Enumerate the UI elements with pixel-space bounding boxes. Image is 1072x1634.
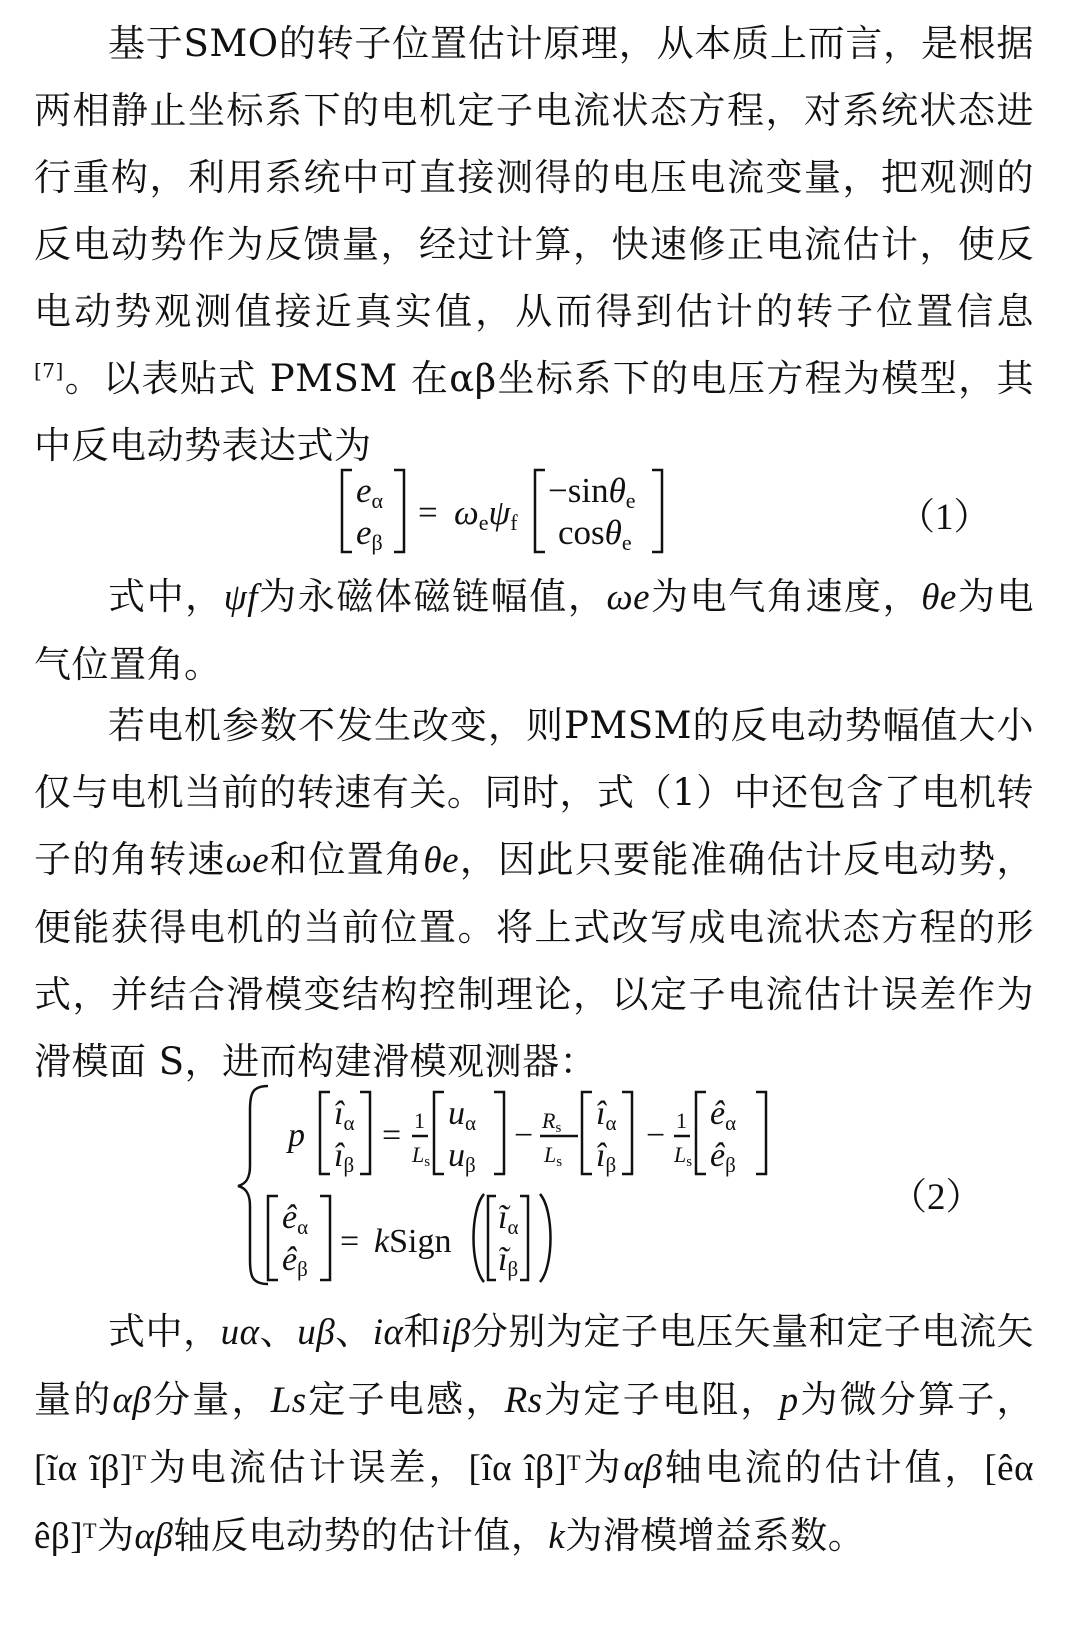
svg-text:−: − (514, 1117, 534, 1154)
equation-text-mirror (0, 1630, 1072, 1632)
svg-text:1: 1 (676, 1108, 687, 1133)
paragraph-3-text-c: ，因此只要能准确估计反电动势，便能获得电机的当前位置。将上式改写成电流状态方程的形式，并结合滑模变结构控制理论，以定子电流估计误差作为滑模面 S，进而构建滑模观测器： (34, 838, 1035, 1083)
paragraph-4 (34, 1298, 1034, 1570)
equation-1 (0, 462, 1072, 562)
svg-text:ĩβ: ĩβ (498, 1241, 519, 1281)
equation-2-line-1-text: p [îα; îβ] = 1/Ls [uα; uβ] − Rs/Ls [îα; îβ] − 1/Ls [êα; êβ] (16, 1630, 45, 1631)
svg-text:îβ: îβ (596, 1137, 617, 1177)
theta-e-symbol-2: θe (423, 840, 459, 881)
alphabeta-symbol: αβ (112, 1380, 152, 1421)
svg-text:Ls: Ls (674, 1142, 693, 1170)
paragraph-4-text-f: 为定子电阻， (542, 1378, 780, 1421)
alphabeta-symbol-2: αβ (623, 1448, 663, 1489)
svg-text:îα: îα (596, 1095, 617, 1135)
svg-text:uβ: uβ (448, 1137, 476, 1177)
separator: 、 (335, 1310, 373, 1353)
paragraph-3 (34, 692, 1034, 1095)
svg-text:Ls: Ls (544, 1142, 563, 1170)
svg-text:eα: eα (356, 471, 384, 513)
alphabeta-symbol-3: αβ (134, 1516, 174, 1557)
svg-text:−: − (646, 1117, 666, 1154)
svg-text:ĩα: ĩα (498, 1199, 519, 1239)
paragraph-4-text-i: 为 (581, 1446, 624, 1489)
svg-text:=: = (382, 1117, 402, 1154)
citation-ref: [7] (34, 358, 64, 383)
i-beta-symbol: iβ (441, 1312, 471, 1353)
svg-text:−sinθe: −sinθe (548, 471, 636, 513)
equation-2 (0, 1080, 1072, 1288)
k-symbol: k (548, 1516, 566, 1557)
paragraph-4-text-l: 轴反电动势的估计值， (173, 1514, 549, 1557)
p-symbol: p (779, 1380, 799, 1421)
e-hat-vector-symbol: [êα êβ]ᵀ (34, 1448, 1034, 1557)
equation-1-text: [eα; eβ] = ωe ψf [−sinθe; cosθe] (0, 1630, 17, 1631)
svg-text:êβ: êβ (282, 1241, 308, 1281)
paragraph-3-text-a: 若电机参数不发生改变，则PMSM的反电动势幅值大小仅与电机当前的转速有关。同时，式（1）中还包含了电机转子的角转速 (34, 704, 1034, 881)
paragraph-4-text-k: 为 (96, 1514, 135, 1557)
i-alpha-symbol: iα (372, 1312, 404, 1353)
paragraph-3-text-b: 和位置角 (269, 838, 424, 881)
rs-symbol: Rs (504, 1380, 543, 1421)
paragraph-4-text-m: 为滑模增益系数。 (565, 1514, 866, 1557)
paragraph-4-text-b: 和 (403, 1310, 442, 1353)
svg-text:=: = (340, 1223, 360, 1260)
paragraph-2-text-c: 为电气角速度， (650, 575, 922, 618)
equation-2-number: （2） (890, 1177, 983, 1218)
omega-e-symbol-2: ωe (225, 840, 270, 881)
svg-text:kSign: kSign (374, 1223, 452, 1260)
svg-text:eβ: eβ (356, 513, 383, 555)
paragraph-4-text-h: 为电流估计误差， (146, 1446, 469, 1489)
psi-f-symbol: ψf (223, 577, 259, 618)
omega-e-symbol: ωe (606, 577, 650, 618)
svg-text:Ls: Ls (412, 1142, 431, 1170)
ls-symbol: Ls (270, 1380, 307, 1421)
u-beta-symbol: uβ (297, 1312, 336, 1353)
svg-text:uα: uα (448, 1095, 477, 1135)
i-hat-vector-symbol: [îα îβ]ᵀ (468, 1448, 582, 1489)
separator: 、 (259, 1310, 298, 1353)
paragraph-2 (34, 563, 1034, 698)
svg-text:îβ: îβ (334, 1137, 355, 1177)
svg-text:ωeψf: ωeψf (454, 493, 518, 535)
svg-text:1: 1 (414, 1108, 425, 1133)
svg-text:êα: êα (282, 1199, 309, 1239)
svg-text:=: = (418, 493, 438, 532)
paragraph-4-text-e: 定子电感， (306, 1378, 505, 1421)
paragraph-2-text-b: 为永磁体磁链幅值， (258, 575, 607, 618)
error-vector-symbol: [ĩα ĩβ]ᵀ (34, 1448, 147, 1489)
paragraph-4-text-a: 式中， (108, 1310, 221, 1353)
svg-text:cosθe: cosθe (558, 513, 632, 555)
paragraph-1-tail: 。以表贴式 PMSM 在αβ坐标系下的电压方程为模型，其中反电动势表达式为 (34, 357, 1034, 467)
paragraph-4-text-g: 为微分算子， (798, 1378, 1035, 1421)
svg-text:êα: êα (710, 1095, 737, 1135)
equation-1-number: （1） (898, 497, 991, 538)
paragraph-1 (34, 10, 1034, 479)
paragraph-2-text-d: 为电气位置角。 (34, 575, 1035, 686)
paragraph-4-text-c: 分别为定子电压矢量和定子电流矢量的 (34, 1310, 1035, 1421)
paragraph-1-text: 基于SMO的转子位置估计原理，从本质上而言，是根据两相静止坐标系下的电机定子电流状态方程，对系统状态进行重构，利用系统中可直接测得的电压电流变量，把观测的反电动势作为反馈量，经过计算，快速修正电流估计，使反电动势观测值接近真实值，从而得到估计的转子位置信息 (34, 22, 1034, 333)
svg-text:Rs: Rs (542, 1108, 562, 1136)
paragraph-4-text-j: 轴电流的估计值， (662, 1446, 985, 1489)
paragraph-2-text-a: 式中， (108, 575, 224, 618)
svg-text:îα: îα (334, 1095, 355, 1135)
svg-text:p: p (288, 1117, 305, 1154)
equation-2-line-2-text: [êα; êβ] = kSign([ĩα; ĩβ]) (44, 1630, 58, 1631)
paragraph-4-text-d: 分量， (151, 1378, 271, 1421)
svg-text:êβ: êβ (710, 1137, 736, 1177)
u-alpha-symbol: uα (220, 1312, 260, 1353)
theta-e-symbol: θe (921, 577, 957, 618)
